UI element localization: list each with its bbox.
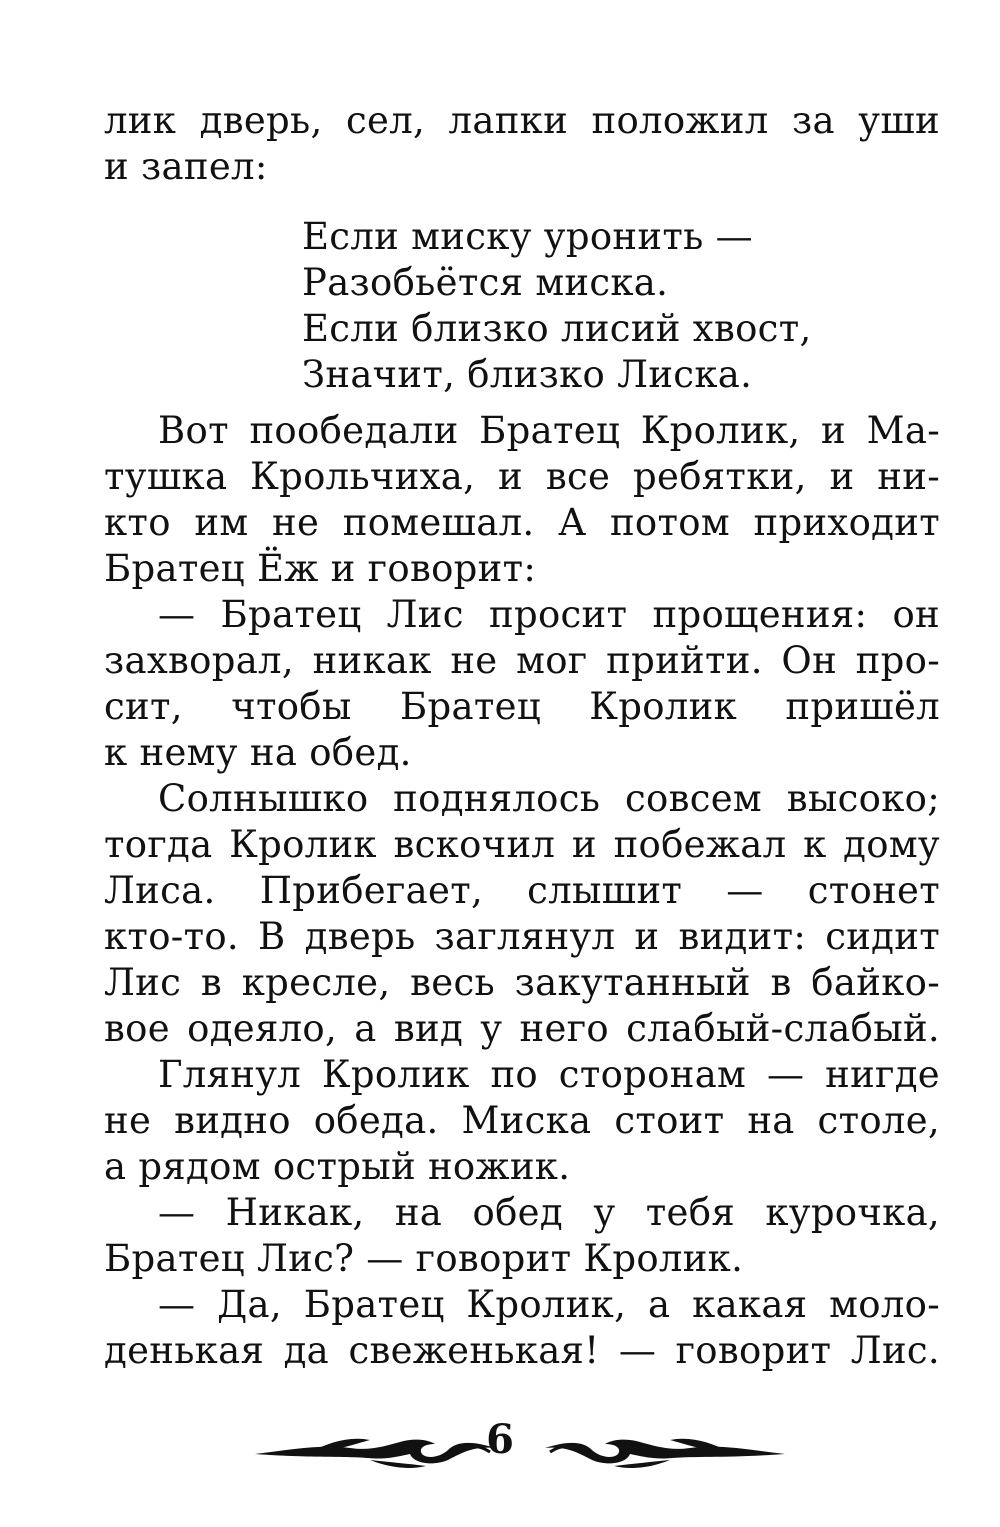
text-line: Лис в кресле, весь закутанный в байко- bbox=[104, 961, 940, 1004]
poem-line: Разобьётся миска. bbox=[302, 261, 669, 304]
text-line: и запел: bbox=[104, 145, 268, 188]
text-line: лик дверь, сел, лапки положил за уши bbox=[104, 99, 940, 142]
text-line: кто им не помешал. А потом приходит bbox=[104, 501, 940, 544]
text-line: а рядом острый ножик. bbox=[104, 1145, 571, 1188]
text-line: вое одеяло, а вид у него слабый-слабый. bbox=[104, 1007, 940, 1050]
text-line: захворал, никак не мог прийти. Он про- bbox=[104, 639, 940, 682]
right-ornament-icon bbox=[540, 1424, 790, 1474]
left-ornament-icon bbox=[250, 1424, 500, 1474]
page-footer bbox=[0, 1410, 1000, 1480]
text-line: Братец Лис? — говорит Кролик. bbox=[104, 1237, 744, 1280]
page-number: 6 bbox=[486, 1416, 514, 1463]
text-line: Глянул Кролик по сторонам — нигде bbox=[158, 1053, 940, 1096]
text-line: — Братец Лис просит прощения: он bbox=[158, 593, 940, 636]
text-line: денькая да свеженькая! — говорит Лис. bbox=[104, 1329, 940, 1372]
text-line: тогда Кролик вскочил и побежал к дому bbox=[104, 823, 940, 866]
poem-line: Значит, близко Лиска. bbox=[302, 353, 753, 396]
text-line: тушка Крольчиха, и все ребятки, и ни- bbox=[104, 455, 940, 498]
text-line: сит, чтобы Братец Кролик пришёл bbox=[104, 685, 940, 728]
text-line: к нему на обед. bbox=[104, 731, 412, 774]
text-line: Солнышко поднялось совсем высоко; bbox=[158, 777, 940, 820]
text-line: — Да, Братец Кролик, а какая моло- bbox=[158, 1283, 940, 1326]
poem-line: Если близко лисий хвост, bbox=[302, 307, 812, 350]
text-line: Братец Ёж и говорит: bbox=[104, 547, 537, 590]
text-line: Лиса. Прибегает, слышит — стонет bbox=[104, 869, 940, 912]
text-line: — Никак, на обед у тебя курочка, bbox=[158, 1191, 940, 1234]
text-line: Вот пообедали Братец Кролик, и Ма- bbox=[158, 409, 940, 452]
text-line: не видно обеда. Миска стоит на столе, bbox=[104, 1099, 940, 1142]
text-line: кто-то. В дверь заглянул и видит: сидит bbox=[104, 915, 940, 958]
poem-line: Если миску уронить — bbox=[302, 215, 753, 258]
